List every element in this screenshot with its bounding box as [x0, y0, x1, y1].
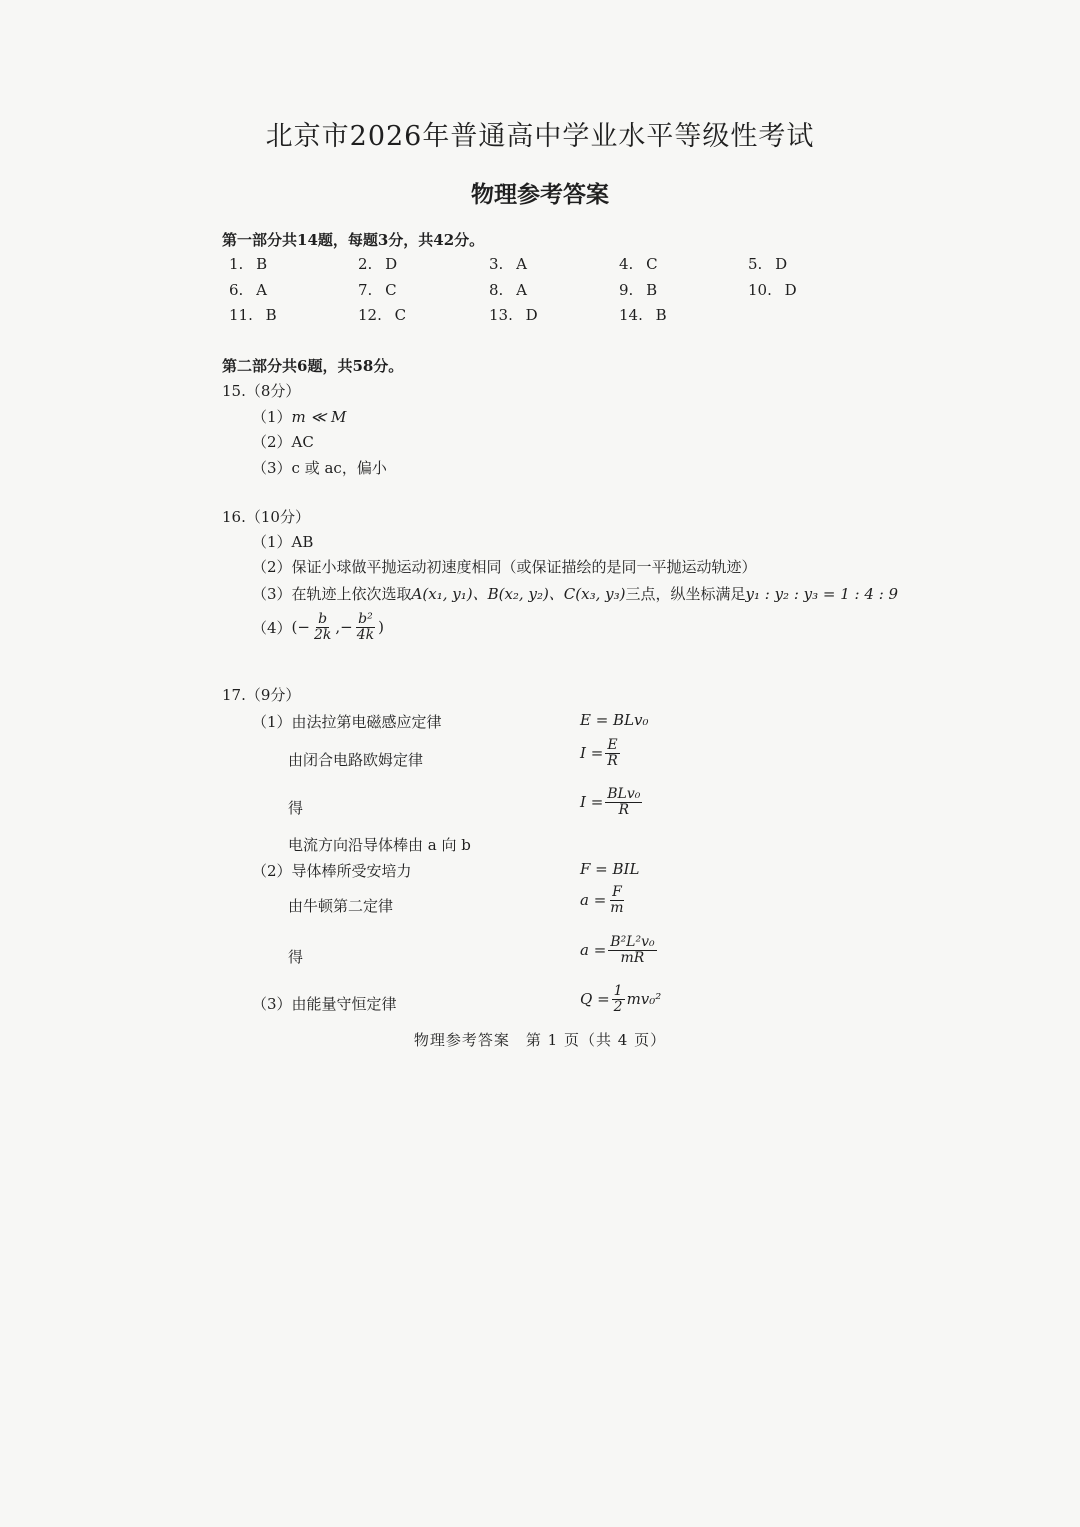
q16-answer-3-mid: 三点，纵坐标满足: [625, 585, 746, 603]
q17-step-4-text: 电流方向沿导体棒由 a 向 b: [288, 836, 471, 854]
mc-answer-letter: B: [646, 281, 658, 299]
q17-step-1-text: （1）由法拉第电磁感应定律: [252, 713, 442, 731]
page-footer: 物理参考答案 第 1 页（共 4 页）: [413, 1031, 667, 1049]
q17-step-5-eq: F = BIL: [580, 860, 640, 878]
q16-fraction-1-num: b: [318, 611, 328, 627]
mc-answer-item: [489, 306, 538, 324]
mc-question-number: 7.: [358, 281, 373, 299]
mc-question-number: 11.: [229, 306, 253, 324]
mc-question-number: 13.: [489, 306, 513, 324]
q17-step-6-lhs: a =: [580, 891, 607, 910]
q17-step-7-lhs: a =: [580, 941, 607, 960]
q17-step-7-text: 得: [288, 948, 304, 966]
mc-answer-item: [489, 255, 527, 273]
mc-answer-letter: D: [385, 255, 398, 273]
q17-step-6-eq: [580, 885, 628, 915]
q15-answer-1: [252, 406, 346, 427]
mc-answer-letter: A: [256, 281, 267, 299]
mc-question-number: 9.: [619, 281, 634, 299]
q17-step-3-num: BLv₀: [607, 786, 641, 802]
mc-answer-item: [358, 255, 397, 273]
q17-step-7-den: mR: [620, 949, 645, 966]
q17-step-7-fraction: [608, 935, 656, 965]
q17-step-6-fraction: [608, 885, 625, 915]
q16-answer-4-close: ): [378, 618, 384, 637]
q17-step-6-den: m: [610, 899, 624, 916]
q17-step-2-den: R: [607, 752, 618, 769]
mc-answer-item: [358, 306, 406, 324]
q17-step-2-text: 由闭合电路欧姆定律: [288, 751, 424, 769]
q17-step-1-eq: E = BLv₀: [580, 711, 649, 729]
mc-answer-letter: D: [784, 281, 797, 299]
q17-step-8-rest: mv₀²: [626, 990, 662, 1009]
mc-question-number: 3.: [489, 255, 504, 273]
q17-step-8-lhs: Q =: [580, 990, 610, 1009]
mc-answer-item: [229, 281, 267, 299]
part2-heading: 第二部分共6题，共58分。: [222, 357, 404, 375]
mc-question-number: 8.: [489, 281, 504, 299]
q15-label: 15.（8分）: [222, 382, 301, 400]
mc-question-number: 10.: [748, 281, 772, 299]
q16-answer-2: （2）保证小球做平抛运动初速度相同（或保证描绘的是同一平抛运动轨迹）: [252, 558, 757, 576]
q16-fraction-1: [312, 612, 333, 642]
q17-step-2-fraction: [605, 738, 620, 768]
mc-answer-item: [229, 255, 267, 273]
mc-answer-letter: B: [655, 306, 667, 324]
q16-label: 16.（10分）: [222, 508, 310, 526]
mc-answer-item: [619, 255, 658, 273]
mc-question-number: 2.: [358, 255, 373, 273]
q17-step-7-num: B²L²v₀: [610, 934, 655, 950]
mc-answer-letter: B: [256, 255, 268, 273]
q16-fraction-2-den: 4k: [356, 626, 375, 643]
q16-fraction-1-den: 2k: [313, 626, 332, 643]
mc-answer-letter: C: [646, 255, 658, 273]
mc-answer-letter: C: [385, 281, 397, 299]
q15-answer-1-expr: m ≪ M: [291, 408, 347, 426]
q17-step-3-lhs: I =: [580, 793, 604, 812]
mc-answer-item: [619, 306, 667, 324]
mc-answer-item: [489, 281, 527, 299]
q17-step-5-text: （2）导体棒所受安培力: [252, 862, 412, 880]
q15-answer-1-prefix: （1）: [252, 408, 292, 426]
q16-answer-3-prefix: （3）在轨迹上依次选取: [252, 585, 412, 603]
q17-label: 17.（9分）: [222, 686, 301, 704]
page-subtitle: 物理参考答案: [471, 181, 609, 208]
mc-answer-letter: D: [775, 255, 788, 273]
mc-question-number: 12.: [358, 306, 382, 324]
q17-step-8-fraction: [612, 984, 625, 1014]
q16-answer-3-points: A(x₁, y₁)、B(x₂, y₂)、C(x₃, y₃): [411, 585, 626, 603]
mc-question-number: 6.: [229, 281, 244, 299]
q17-step-2-lhs: I =: [580, 744, 604, 763]
mc-question-number: 14.: [619, 306, 643, 324]
mc-answer-item: [229, 306, 277, 324]
q17-step-6-text: 由牛顿第二定律: [288, 897, 394, 915]
q17-step-8-eq: [580, 984, 661, 1014]
mc-answer-letter: D: [525, 306, 538, 324]
q16-answer-4-sep: ,−: [335, 618, 353, 637]
q16-answer-4-prefix: （4）: [252, 618, 292, 637]
q17-step-6-num: F: [612, 884, 622, 900]
mc-answer-letter: C: [394, 306, 407, 324]
q16-answer-4: [252, 612, 384, 642]
q16-answer-3-ratio: y₁ : y₂ : y₃ = 1 : 4 : 9: [745, 585, 899, 603]
q17-step-8-text: （3）由能量守恒定律: [252, 995, 397, 1013]
mc-answer-item: [748, 255, 787, 273]
mc-answer-item: [619, 281, 657, 299]
q17-step-3-text: 得: [288, 799, 304, 817]
q16-fraction-2: [355, 612, 376, 642]
q16-answer-3: [252, 583, 898, 604]
q17-step-3-fraction: [605, 787, 642, 817]
q17-step-2-num: E: [607, 737, 618, 753]
mc-answer-letter: A: [516, 281, 527, 299]
q16-fraction-2-num: b²: [358, 611, 373, 627]
q15-answer-3: （3）c 或 ac，偏小: [252, 459, 387, 477]
mc-answer-item: [358, 281, 397, 299]
mc-question-number: 1.: [229, 255, 244, 273]
part1-heading: 第一部分共14题，每题3分，共42分。: [222, 231, 485, 249]
q16-answer-1: （1）AB: [252, 533, 314, 551]
mc-answer-item: [748, 281, 797, 299]
q17-step-8-den: 2: [613, 998, 623, 1015]
page-title: 北京市2026年普通高中学业水平等级性考试: [265, 121, 815, 152]
q16-answer-4-open: (−: [291, 618, 310, 637]
q17-step-3-eq: [580, 787, 644, 817]
mc-answer-letter: B: [265, 306, 277, 324]
mc-question-number: 4.: [619, 255, 634, 273]
q15-answer-2: （2）AC: [252, 433, 314, 451]
q17-step-2-eq: [580, 738, 622, 768]
q17-step-7-eq: [580, 935, 659, 965]
mc-question-number: 5.: [748, 255, 763, 273]
q17-step-8-num: 1: [613, 983, 623, 999]
q17-step-3-den: R: [618, 801, 630, 818]
mc-answer-letter: A: [516, 255, 527, 273]
